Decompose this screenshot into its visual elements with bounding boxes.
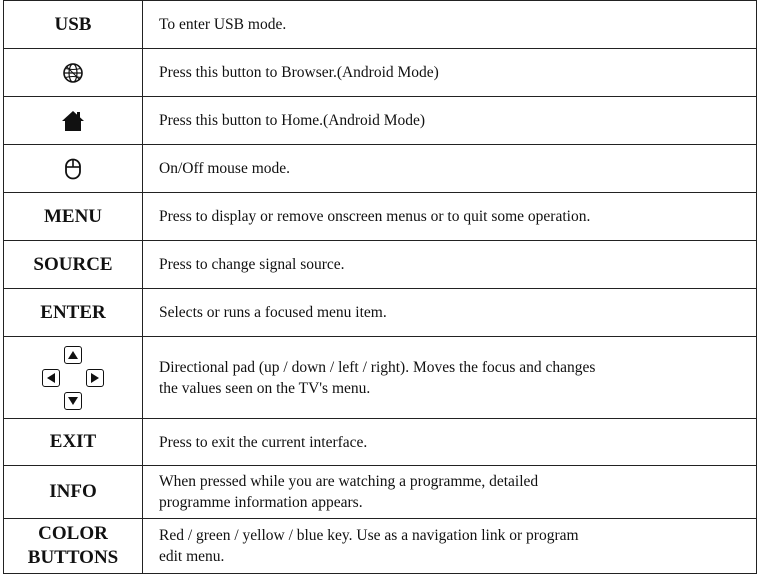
description-text: Press this button to Browser.(Android Mode) xyxy=(159,64,439,81)
table-row xyxy=(4,97,757,145)
table-row xyxy=(4,49,757,97)
down-arrow-icon xyxy=(64,392,82,410)
key-cell xyxy=(4,1,143,49)
description-line: When pressed while you are watching a programme, detailed xyxy=(159,473,539,490)
table-row xyxy=(4,1,757,49)
key-cell xyxy=(4,193,143,241)
description-cell xyxy=(143,519,757,574)
description-text: Press to display or remove onscreen menus or to quit some operation. xyxy=(159,208,591,225)
key-label: SOURCE xyxy=(33,253,113,275)
table-row xyxy=(4,466,757,519)
table-row xyxy=(4,419,757,466)
mouse-icon xyxy=(64,158,82,180)
description-cell xyxy=(143,97,757,145)
key-label: ENTER xyxy=(40,301,106,323)
key-cell xyxy=(4,241,143,289)
up-arrow-icon xyxy=(64,346,82,364)
description-text: On/Off mouse mode. xyxy=(159,160,291,177)
table-row xyxy=(4,519,757,574)
description-cell xyxy=(143,49,757,97)
description-cell xyxy=(143,145,757,193)
key-label: MENU xyxy=(43,205,103,227)
remote-buttons-table xyxy=(3,0,757,574)
key-label: BUTTONS xyxy=(27,547,119,568)
directional-pad-icon xyxy=(39,344,107,412)
key-cell xyxy=(4,337,143,419)
description-line: programme information appears. xyxy=(159,494,363,511)
description-cell xyxy=(143,1,757,49)
globe-icon xyxy=(62,62,84,84)
key-label: EXIT xyxy=(49,431,97,452)
description-text: Press to change signal source. xyxy=(159,256,345,273)
key-cell xyxy=(4,519,143,574)
table-row xyxy=(4,193,757,241)
description-text: To enter USB mode. xyxy=(159,16,287,33)
key-cell xyxy=(4,289,143,337)
home-icon xyxy=(61,110,85,132)
description-line: the values seen on the TV's menu. xyxy=(159,379,371,397)
left-arrow-icon xyxy=(42,369,60,387)
description-line: edit menu. xyxy=(159,548,225,565)
key-cell xyxy=(4,145,143,193)
table-row xyxy=(4,241,757,289)
description-line: Red / green / yellow / blue key. Use as a navigation link or program xyxy=(159,527,579,544)
description-cell xyxy=(143,466,757,519)
description-cell xyxy=(143,337,757,419)
description-text: Press this button to Home.(Android Mode) xyxy=(159,112,426,129)
key-cell xyxy=(4,419,143,466)
description-line: Directional pad (up / down / left / right). Moves the focus and changes xyxy=(159,358,596,376)
right-arrow-icon xyxy=(86,369,104,387)
key-cell xyxy=(4,97,143,145)
table-row xyxy=(4,145,757,193)
table-row xyxy=(4,337,757,419)
key-cell xyxy=(4,49,143,97)
key-label: USB xyxy=(54,13,92,35)
description-cell xyxy=(143,289,757,337)
key-label: COLOR xyxy=(38,523,108,544)
key-label: INFO xyxy=(49,481,97,502)
description-cell xyxy=(143,241,757,289)
description-cell xyxy=(143,419,757,466)
description-text: Press to exit the current interface. xyxy=(159,433,368,451)
description-cell xyxy=(143,193,757,241)
key-cell xyxy=(4,466,143,519)
table-row xyxy=(4,289,757,337)
description-text: Selects or runs a focused menu item. xyxy=(159,304,387,321)
